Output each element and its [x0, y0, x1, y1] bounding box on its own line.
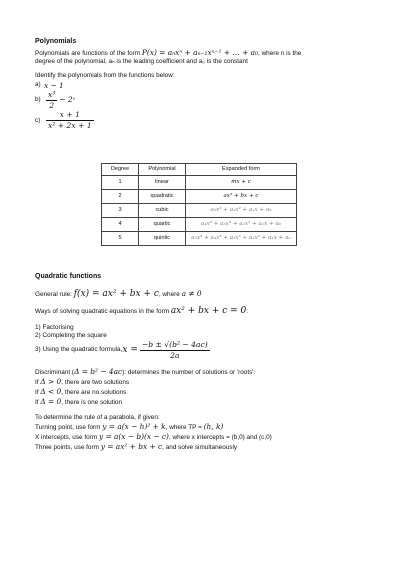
polynomials-section: [35, 38, 370, 131]
table-row: 2 quadratic ax² + bx + c: [102, 190, 297, 204]
rule-three-points: Three points, use form y = ax² + bx + c, and solve simultaneously: [35, 442, 238, 452]
polynomial-formula: P(x) = aₙxⁿ + aₙ₋₁xⁿ⁻¹ + … + a₀: [141, 47, 259, 57]
case-no-solutions: If Δ < 0, there are no solutions: [35, 387, 127, 397]
polynomials-heading: Polynomials: [35, 38, 77, 45]
item-c-fraction: $\frac{x + 1}{\text{x² + 2x + 1}}$: [48, 110, 92, 131]
item-a: a) x − 1: [35, 80, 64, 90]
method-completing-square: 2) Completing the square: [35, 332, 107, 340]
quadratic-formula-fraction: $\frac{\text{−b ± √(b² − 4ac)}}{2a}$: [141, 340, 208, 361]
table-row: 3 cubic a₃x³ + a₂x² + a₁x + a₀: [102, 204, 297, 218]
polynomial-table: [101, 163, 297, 246]
table-header-row: [102, 164, 297, 176]
header-expanded-form: Expanded form: [186, 164, 297, 176]
case-one-solution: If Δ = 0, there is one solution: [35, 397, 123, 407]
item-b: b) $\frac{\text{x³}}{2}$ − 2ˣ: [35, 89, 76, 110]
polynomials-task: Identify the polynomials from the functions below:: [35, 72, 175, 80]
item-a-expr: x − 1: [44, 80, 64, 90]
general-rule: General rule: f(x) = ax² + bx + c, where a ≠ 0: [35, 288, 202, 299]
rule-x-intercepts: X intercepts, use form y = a(x − b)(x − c), where x intercepts = (b,0) and (c,0): [35, 431, 272, 441]
table-row: 4 quartic a₄x⁴ + a₃x³ + a₂x² + a₁x + a₀: [102, 218, 297, 232]
table-row: 5 quintic a₅x⁵ + a₄x⁴ + a₃x³ + a₂x² + a₁x + a₀: [102, 232, 297, 246]
quadratic-section: [35, 273, 370, 452]
rule-intro: To determine the rule of a parabola, if given:: [35, 413, 160, 421]
ways-of-solving: Ways of solving quadratic equations in the form ax² + bx + c = 0:: [35, 306, 249, 317]
case-two-solutions: If Δ > 0, there are two solutions: [35, 376, 130, 386]
header-polynomial: Polynomial: [139, 164, 186, 176]
item-c: c) $\frac{x + 1}{\text{x² + 2x + 1}}$: [35, 110, 92, 131]
table-row: 1 linear mx + c: [102, 176, 297, 190]
polynomials-intro-line2: degree of the polynomial, aₙ is the leading coefficient and a₀ is the constant: [35, 58, 248, 66]
polynomials-intro: Polynomials are functions of the form P(x) = aₙxⁿ + aₙ₋₁xⁿ⁻¹ + … + a₀, where n is the: [35, 47, 302, 57]
header-degree: Degree: [102, 164, 139, 176]
method-factorising: 1) Factorising: [35, 323, 74, 331]
quadratic-heading: Quadratic functions: [35, 273, 102, 280]
method-quadratic-formula: 3) Using the quadratic formula, x = $\frac{\text{−b ± √(b² − 4ac)}}{2a}$: [35, 340, 208, 361]
rule-turning-point: Turning point, use form y = a(x − h)² + k, where TP = (h, k): [35, 421, 224, 431]
discriminant: Discriminant (Δ = b² − 4ac): determines the number of solutions or 'roots':: [35, 366, 256, 376]
item-b-fraction: $\frac{\text{x³}}{2}$: [48, 89, 56, 110]
